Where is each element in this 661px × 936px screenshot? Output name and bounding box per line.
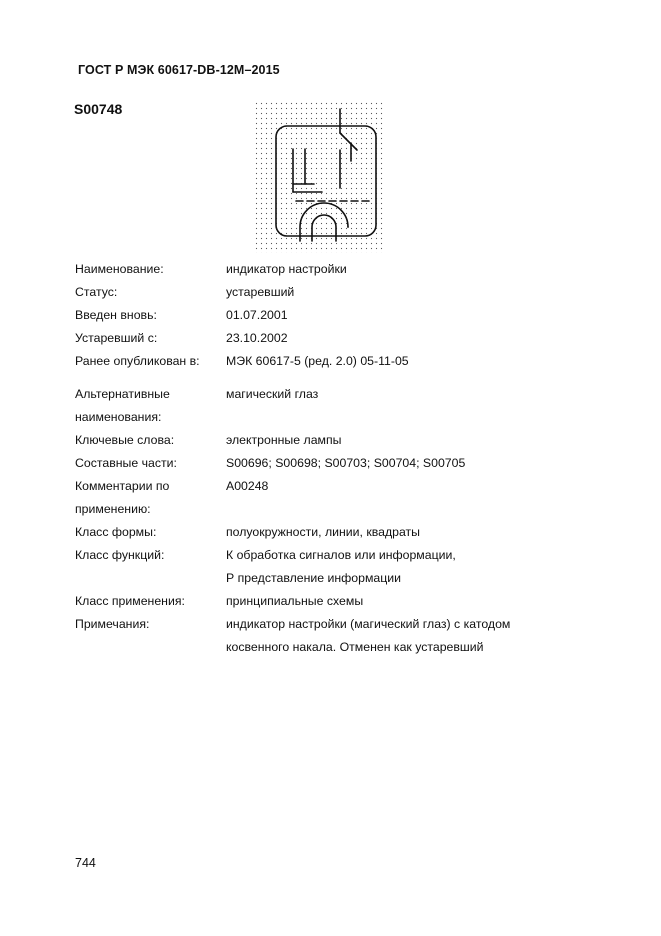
symbol-code: S00748 xyxy=(74,101,123,117)
label-line: Ключевые слова: xyxy=(75,433,175,447)
field-value xyxy=(226,452,595,475)
label-line: Ранее опубликован в: xyxy=(75,354,200,368)
value-line: S00696; S00698; S00703; S00704; S00705 xyxy=(226,456,466,470)
field-row-components xyxy=(75,452,595,475)
field-value xyxy=(226,383,595,429)
field-value xyxy=(226,304,595,327)
value-line: Р представление информации xyxy=(226,571,402,585)
label-line: Устаревший с: xyxy=(75,331,158,345)
field-value xyxy=(226,544,595,590)
label-line: Класс применения: xyxy=(75,594,185,608)
field-label xyxy=(75,327,226,350)
field-row-shape-class xyxy=(75,521,595,544)
label-line: Класс функций: xyxy=(75,548,165,562)
field-label xyxy=(75,613,226,659)
field-row-remarks xyxy=(75,613,595,659)
field-value xyxy=(226,350,595,373)
field-label xyxy=(75,521,226,544)
field-label xyxy=(75,281,226,304)
field-value xyxy=(226,258,595,281)
value-line: К обработка сигналов или информации, xyxy=(226,548,456,562)
field-label xyxy=(75,383,226,429)
field-value xyxy=(226,590,595,613)
value-line: принципиальные схемы xyxy=(226,594,364,608)
field-label xyxy=(75,350,226,373)
field-label xyxy=(75,429,226,452)
field-label xyxy=(75,452,226,475)
field-label xyxy=(75,304,226,327)
field-value xyxy=(226,475,595,521)
label-line: Комментарии по xyxy=(75,479,170,493)
field-label xyxy=(75,544,226,590)
value-line: косвенного накала. Отменен как устаревший xyxy=(226,640,484,654)
value-line: МЭК 60617-5 (ред. 2.0) 05-11-05 xyxy=(226,354,409,368)
value-line: магический глаз xyxy=(226,387,319,401)
field-row-previously-published xyxy=(75,350,595,373)
value-line: индикатор настройки (магический глаз) с катодом xyxy=(226,617,511,631)
value-line: 23.10.2002 xyxy=(226,331,288,345)
label-line: Класс формы: xyxy=(75,525,157,539)
section-gap xyxy=(75,373,595,383)
value-line: 01.07.2001 xyxy=(226,308,288,322)
value-line: полуокружности, линии, квадраты xyxy=(226,525,421,539)
tuning-indicator-symbol-icon xyxy=(254,101,384,253)
value-line: устаревший xyxy=(226,285,295,299)
field-row-introduced xyxy=(75,304,595,327)
document-header: ГОСТ Р МЭК 60617-DB-12M–2015 xyxy=(78,63,280,77)
field-row-function-class xyxy=(75,544,595,590)
field-row-application-notes xyxy=(75,475,595,521)
field-value xyxy=(226,327,595,350)
value-line: индикатор настройки xyxy=(226,262,347,276)
label-line: Наименование: xyxy=(75,262,164,276)
value-line: электронные лампы xyxy=(226,433,342,447)
value-line: A00248 xyxy=(226,479,269,493)
field-value xyxy=(226,521,595,544)
label-line: наименования: xyxy=(75,410,162,424)
attribute-table xyxy=(75,258,595,659)
field-row-alternative-names xyxy=(75,383,595,429)
label-line: Составные части: xyxy=(75,456,177,470)
field-value xyxy=(226,429,595,452)
page-number: 744 xyxy=(75,856,96,870)
label-line: Примечания: xyxy=(75,617,150,631)
label-line: применению: xyxy=(75,502,151,516)
field-label xyxy=(75,475,226,521)
field-row-status xyxy=(75,281,595,304)
field-row-obsolete-since xyxy=(75,327,595,350)
field-row-name xyxy=(75,258,595,281)
field-value xyxy=(226,281,595,304)
field-label xyxy=(75,258,226,281)
label-line: Статус: xyxy=(75,285,118,299)
field-row-keywords xyxy=(75,429,595,452)
label-line: Альтернативные xyxy=(75,387,170,401)
field-value xyxy=(226,613,595,659)
field-label xyxy=(75,590,226,613)
field-row-application-class xyxy=(75,590,595,613)
label-line: Введен вновь: xyxy=(75,308,157,322)
